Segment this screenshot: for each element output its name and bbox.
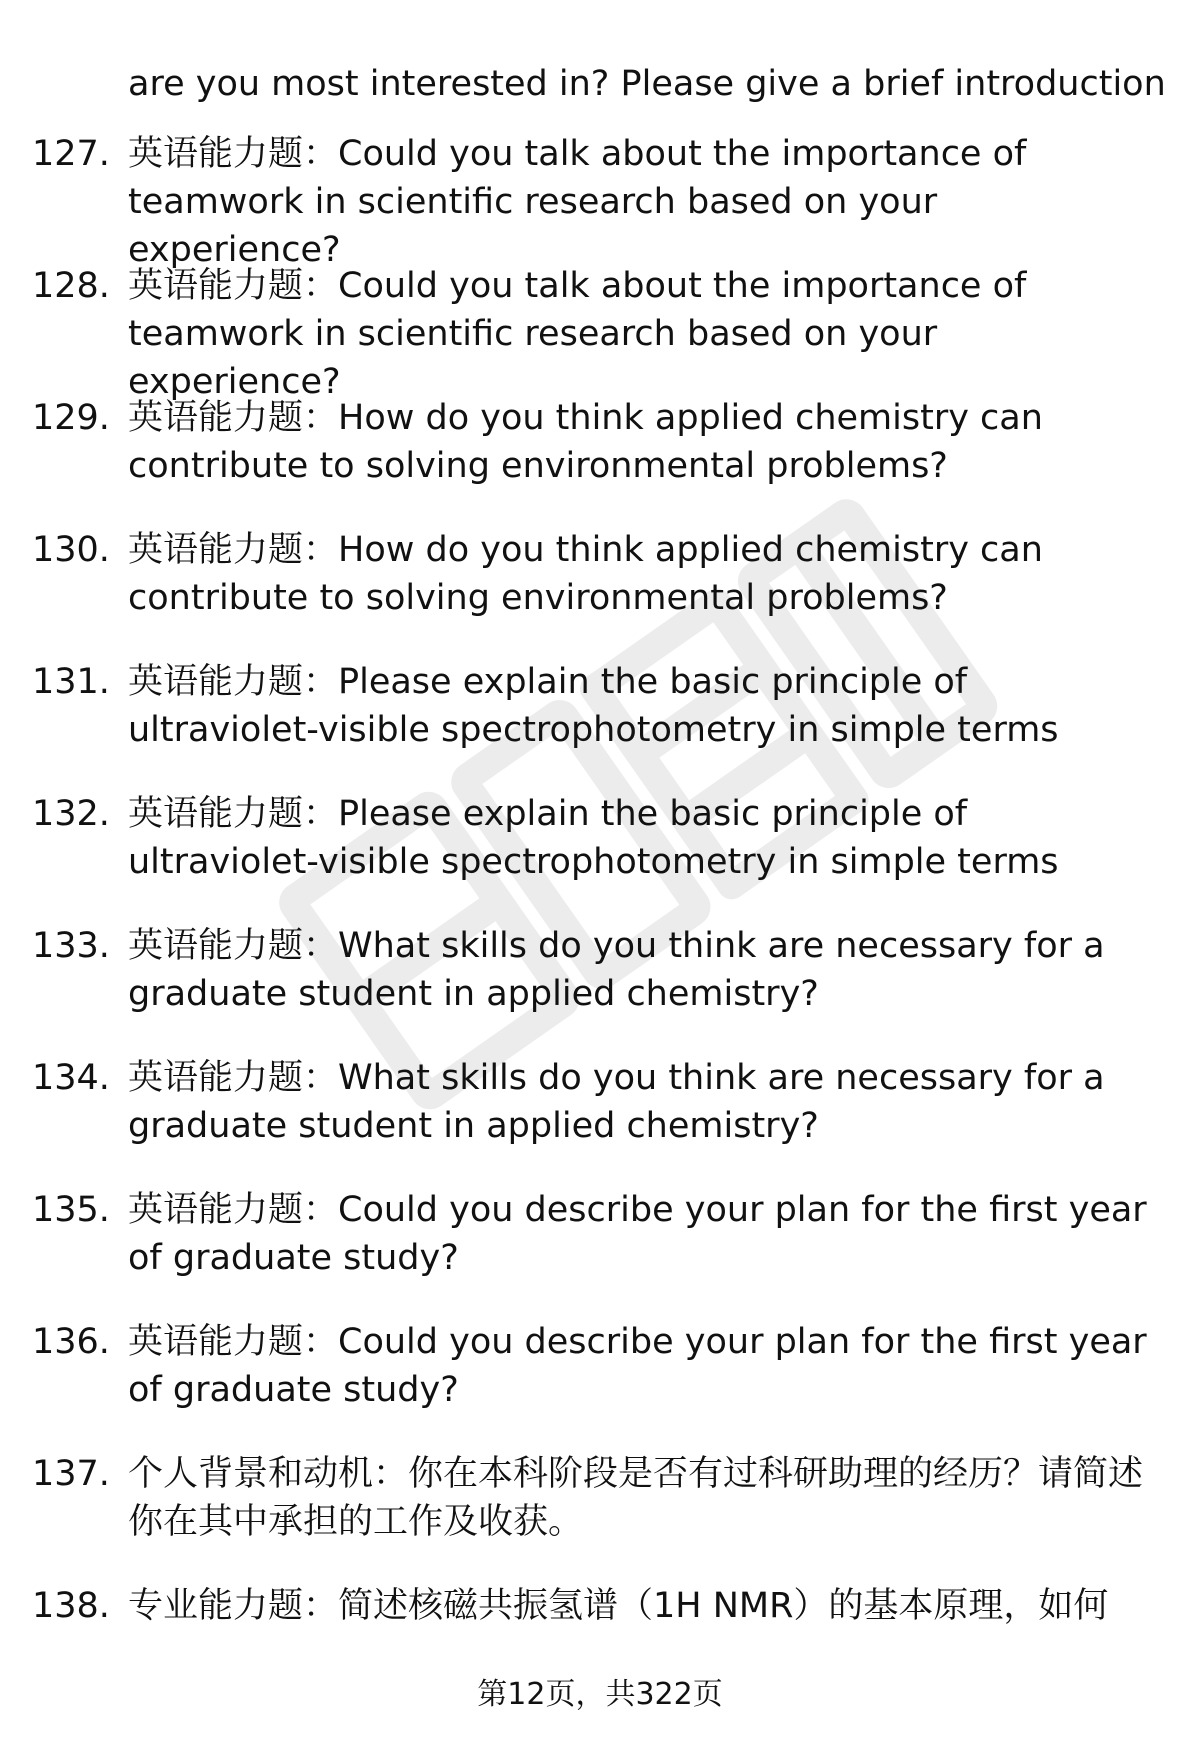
question-text: 英语能力题：What skills do you think are necessary for a graduate student in applied chemistry?	[128, 926, 1105, 1014]
question-number: 128.	[32, 266, 110, 306]
question-number: 134.	[32, 1058, 110, 1098]
question-text: 专业能力题：简述核磁共振氢谱（1H NMR）的基本原理，如何	[128, 1586, 1109, 1626]
question-number: 133.	[32, 926, 110, 966]
question-number: 130.	[32, 530, 110, 570]
question-text: 英语能力题：Please explain the basic principle of ultraviolet-visible spectrophotometry in simple terms	[128, 662, 1059, 750]
question-text: 英语能力题：How do you think applied chemistry can contribute to solving environmental problems?	[128, 398, 1043, 486]
question-text: 英语能力题：Please explain the basic principle of ultraviolet-visible spectrophotometry in simple terms	[128, 794, 1059, 882]
question-number: 135.	[32, 1190, 110, 1230]
question-text: 英语能力题：Could you talk about the importance of teamwork in scientific research based on your experience?	[128, 134, 1027, 270]
question-number: 127.	[32, 134, 110, 174]
question-text: 英语能力题：Could you talk about the importance of teamwork in scientific research based on your experience?	[128, 266, 1027, 402]
question-number: 131.	[32, 662, 110, 702]
question-text: 英语能力题：What skills do you think are necessary for a graduate student in applied chemistry?	[128, 1058, 1105, 1146]
question-number: 137.	[32, 1454, 110, 1494]
question-number: 136.	[32, 1322, 110, 1362]
question-number: 129.	[32, 398, 110, 438]
question-text: 英语能力题：How do you think applied chemistry can contribute to solving environmental problems?	[128, 530, 1043, 618]
question-text: 英语能力题：Could you describe your plan for the first year of graduate study?	[128, 1322, 1147, 1410]
question-text: 英语能力题：Could you describe your plan for the first year of graduate study?	[128, 1190, 1147, 1278]
question-number: 132.	[32, 794, 110, 834]
question-text: 个人背景和动机：你在本科阶段是否有过科研助理的经历？请简述你在其中承担的工作及收获。	[128, 1454, 1144, 1542]
question-number: 138.	[32, 1586, 110, 1626]
continued-question-text: are you most interested in? Please give a brief introduction	[128, 64, 1166, 104]
page-footer: 第12页，共322页	[477, 1677, 723, 1712]
